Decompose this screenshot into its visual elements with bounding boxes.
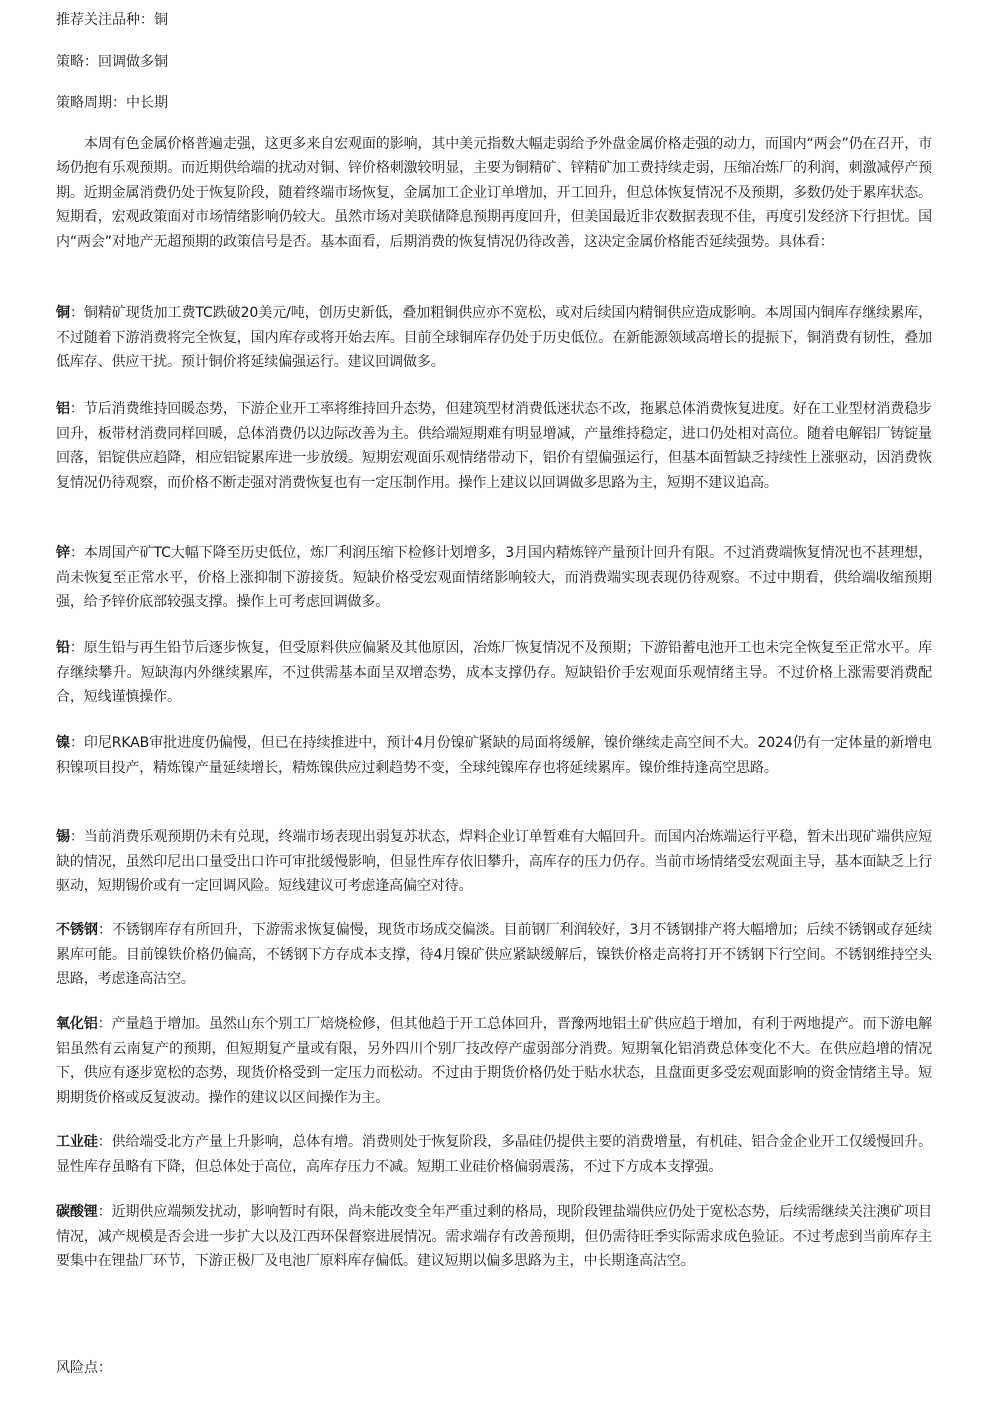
intro-paragraph: 本周有色金属价格普遍走强，这更多来自宏观面的影响，其中美元指数大幅走弱给予外盘金属价格走强的动力，而国内“两会”仍在召开，市场仍抱有乐观预期。而近期供给端的扰动对铜、锌价格刺激较明显，主要为铜精矿、锌精矿加工费持续走弱，压缩冶炼厂的利润，刺激减停产预期。近期金属消费仍处于恢复阶段，随着终端市场恢复，金属加工企业订单增加，开工回升，但总体恢复情况不及预期，多数仍处于累库状态。短期看，宏观政策面对市场情绪影响仍较大。虽然市场对美联储降息预期再度回升，但美国最近非农数据表现不佳，再度引发经济下行担忧。国内“两会”对地产无超预期的政策信号是否。基本面看，后期消费的恢复情况仍待改善，这决定金属价格能否延续强势。具体看： <box>56 136 932 250</box>
nickel-paragraph <box>56 731 932 780</box>
aluminum-paragraph <box>56 397 932 495</box>
lead-label: 铅 <box>56 640 70 656</box>
aluminum-text: ：节后消费维持回暖态势，下游企业开工率将维持回升态势，但建筑型材消费低迷状态不改，拖累总体消费恢复进度。好在工业型材消费稳步回升，板带材消费同样回暖，总体消费仍以边际改善为主。供给端短期难有明显增减，产量维持稳定，进口仍处相对高位。随着电解铝厂铸锭量回落，铝锭供应趋降，相应铝锭累库进一步放缓。短期宏观面乐观情绪带动下，铝价有望偏强运行，但基本面暂缺乏持续性上涨驱动，因消费恢复情况仍待观察，而价格不断走强对消费恢复也有一定压制作用。操作上建议以回调做多思路为主，短期不建议追高。 <box>56 401 932 491</box>
alumina-paragraph <box>56 1012 932 1110</box>
zinc-paragraph <box>56 541 932 615</box>
nickel-label: 镍 <box>56 735 70 751</box>
strategy-period: 策略周期：中长期 <box>56 95 168 111</box>
nickel-text: ：印尼RKAB审批进度仍偏慢，但已在持续推进中，预计4月份镍矿紧缺的局面将缓解，镍价继续走高空间不大。2024仍有一定体量的新增电积镍项目投产，精炼镍产量延续增长，精炼镍供应过剩趋势不变，全球纯镍库存也将延续累库。镍价维持逢高空思路。 <box>56 735 933 776</box>
zinc-text: ：本周国产矿TC大幅下降至历史低位，炼厂利润压缩下检修计划增多，3月国内精炼锌产量预计回升有限。不过消费端恢复情况也不甚理想，尚未恢复至正常水平，价格上涨抑制下游接货。短缺价格受宏观面情绪影响较大，而消费端实现表现仍待观察。不过中期看，供给端收缩预期强，给予锌价底部较强支撑。操作上可考虑回调做多。 <box>56 545 932 611</box>
lithium-carbonate-text: ：近期供应端频发扰动，影响暂时有限，尚未能改变全年严重过剩的格局，现阶段锂盐端供应仍处于宽松态势，后续需继续关注澳矿项目情况，减产规模是否会进一步扩大以及江西环保督察进展情况。需求端存有改善预期，但仍需待旺季实际需求成色验证。不过考虑到当前库存主要集中在锂盐厂环节，下游正极厂及电池厂原料库存偏低。建议短期以偏多思路为主，中长期逢高沽空。 <box>56 1204 933 1270</box>
stainless-steel-label: 不锈钢 <box>56 922 98 938</box>
lead-paragraph <box>56 636 932 710</box>
alumina-text: ：产量趋于增加。虽然山东个别工厂焙烧检修，但其他趋于开工总体回升，晋豫两地铝土矿供应趋于增加，有利于两地提产。而下游电解铝虽然有云南复产的预期，但短期复产量或有限，另外四川个别厂技改停产虚弱部分消费。短期氧化铝消费总体变化不大。在供应趋增的情况下，供应有逐步宽松的态势，现货价格受到一定压力而松动。不过由于期货价格仍处于贴水状态，且盘面更多受宏观面影响的资金情绪主导。短期期货价格或反复波动。操作的建议以区间操作为主。 <box>56 1016 933 1106</box>
lead-text: ：原生铅与再生铅节后逐步恢复，但受原料供应偏紧及其他原因，冶炼厂恢复情况不及预期；下游铅蓄电池开工也未完全恢复至正常水平。库存继续攀升。短缺海内外继续累库，不过供需基本面呈双增态势，成本支撑仍存。短缺铅价手宏观面乐观情绪主导。不过价格上涨需要消费配合，短线谨慎操作。 <box>56 640 932 706</box>
industrial-silicon-text: ：供给端受北方产量上升影响，总体有增。消费则处于恢复阶段，多晶硅仍提供主要的消费增量，有机硅、铝合金企业开工仅缓慢回升。显性库存虽略有下降，但总体处于高位，高库存压力不减。短期工业硅价格偏弱震荡，不过下方成本支撑强。 <box>56 1134 933 1175</box>
copper-text: ：铜精矿现货加工费TC跌破20美元/吨，创历史新低，叠加粗铜供应亦不宽松，或对后续国内精铜供应造成影响。本周国内铜库存继续累库，不过随着下游消费将完全恢复，国内库存或将开始去库。目前全球铜库存仍处于历史低位。在新能源领域高增长的提振下，铜消费有韧性，叠加低库存、供应干扰。预计铜价将延续偏强运行。建议回调做多。 <box>56 305 932 371</box>
industrial-silicon-label: 工业硅 <box>56 1134 98 1150</box>
risk-points-label: 风险点： <box>56 1360 112 1376</box>
zinc-label: 锌 <box>56 545 70 561</box>
stainless-steel-text: ：不锈钢库存有所回升，下游需求恢复偏慢，现货市场成交偏淡。目前钢厂利润较好，3月不锈钢排产将大幅增加；后续不锈钢或存延续累库可能。目前镍铁价格仍偏高，不锈钢下方存成本支撑，待4月镍矿供应紧缺缓解后，镍铁价格走高将打开不锈钢下行空间。不锈钢维持空头思路，考虑逢高沽空。 <box>56 922 932 988</box>
stainless-steel-paragraph <box>56 918 932 992</box>
strategy-line: 策略：回调做多铜 <box>56 54 168 70</box>
industrial-silicon-paragraph <box>56 1130 932 1179</box>
tin-paragraph <box>56 825 932 899</box>
tin-label: 锡 <box>56 829 70 845</box>
aluminum-label: 铝 <box>56 401 70 417</box>
recommended-variety: 推荐关注品种：铜 <box>56 12 168 28</box>
tin-text: ：当前消费乐观预期仍未有兑现，终端市场表现出弱复苏状态，焊料企业订单暂难有大幅回升。而国内冶炼端运行平稳，暂未出现矿端供应短缺的情况，虽然印尼出口量受出口许可审批缓慢影响，但显性库存依旧攀升，高库存的压力仍存。当前市场情绪受宏观面主导，基本面缺乏上行驱动，短期锡价或有一定回调风险。短线建议可考虑逢高偏空对待。 <box>56 829 932 895</box>
copper-label: 铜 <box>56 305 70 321</box>
copper-paragraph <box>56 301 932 375</box>
lithium-carbonate-label: 碳酸锂 <box>56 1204 98 1220</box>
lithium-carbonate-paragraph <box>56 1200 932 1274</box>
alumina-label: 氧化铝 <box>56 1016 98 1032</box>
